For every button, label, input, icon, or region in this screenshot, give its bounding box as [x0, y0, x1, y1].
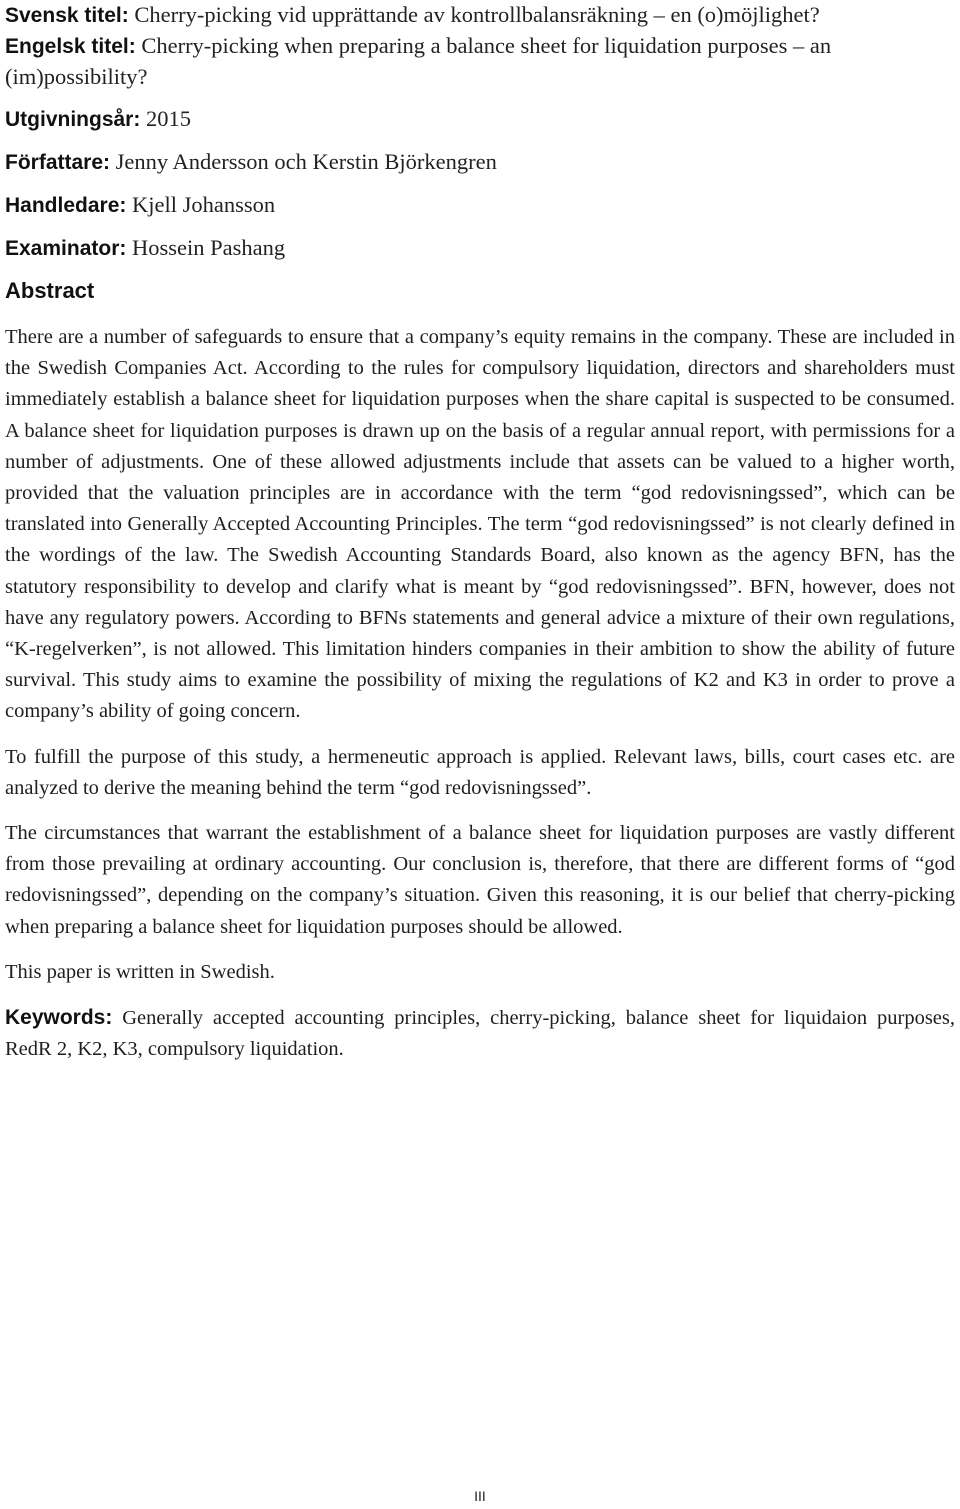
- thesis-metadata: [5, 0, 955, 264]
- abstract-paragraph-3: The circumstances that warrant the establishment of a balance sheet for liquidation purposes are vastly different from those prevailing at ordinary accounting. Our conclusion is, therefore, that there are different forms of “god redovisningssed”, depending on the company’s situation. Given this reasoning, it is our belief that cherry-picking when preparing a balance sheet for liquidation purposes should be allowed.: [5, 822, 955, 938]
- authors-line: [5, 147, 955, 178]
- swedish-title-line: [5, 0, 955, 31]
- english-title-value: Cherry-picking when preparing a balance sheet for liquidation purposes – an (im)possibility?: [5, 33, 832, 89]
- keywords-line: [5, 1002, 955, 1065]
- swedish-title-value: Cherry-picking vid upprättande av kontrollbalansräkning – en (o)möjlighet?: [134, 2, 820, 27]
- authors-value: Jenny Andersson och Kerstin Björkengren: [115, 149, 497, 174]
- supervisor-value: Kjell Johansson: [132, 192, 276, 217]
- year-line: [5, 104, 955, 135]
- abstract-paragraph-4: This paper is written in Swedish.: [5, 960, 275, 983]
- abstract-paragraph-1: There are a number of safeguards to ensure that a company’s equity remains in the company. These are included in the Swedish Companies Act. According to the rules for compulsory liquidation, directors and shareholders must immediately establish a balance sheet for liquidation purposes when the share capital is suspected to be consumed. A balance sheet for liquidation purposes is drawn up on the basis of a regular annual report, with permissions for a number of adjustments. One of these allowed adjustments include that assets can be valued to a higher worth, provided that the valuation principles are in accordance with the term “god redovisningssed”, which can be translated into Generally Accepted Accounting Principles. The term “god redovisningssed” is not clearly defined in the wordings of the law. The Swedish Accounting Standards Board, also known as the agency BFN, has the statutory responsibility to develop and clarify what is meant by “god redovisningssed”. BFN, however, does not have any regulatory powers. According to BFNs statements and general advice a mixture of their own regulations, “K-regelverken”, is not allowed. This limitation hinders companies in their ambition to show the ability of future survival. This study aims to examine the possibility of mixing the regulations of K2 and K3 in order to prove a company’s ability of going concern.: [5, 326, 955, 723]
- year-value: 2015: [145, 106, 191, 131]
- english-title-line: [5, 31, 955, 92]
- supervisor-line: [5, 190, 955, 221]
- examiner-label: Examinator:: [5, 237, 127, 260]
- swedish-title-label: Svensk titel:: [5, 4, 129, 27]
- abstract-paragraph-2: To fulfill the purpose of this study, a hermeneutic approach is applied. Relevant laws, bills, court cases etc. are analyzed to derive the meaning behind the term “god redovisningssed”.: [5, 745, 955, 799]
- keywords-value: Generally accepted accounting principles, cherry-picking, balance sheet for liquidaion purposes, RedR 2, K2, K3, compulsory liquidation.: [5, 1007, 955, 1061]
- year-label: Utgivningsår:: [5, 108, 141, 131]
- keywords-label: Keywords:: [5, 1006, 113, 1030]
- examiner-value: Hossein Pashang: [132, 235, 286, 260]
- abstract-heading: Abstract: [5, 278, 95, 303]
- document-page: [5, 0, 955, 1065]
- supervisor-label: Handledare:: [5, 194, 127, 217]
- page-number: III: [474, 1488, 486, 1504]
- english-title-label: Engelsk titel:: [5, 35, 136, 58]
- examiner-line: [5, 233, 955, 264]
- authors-label: Författare:: [5, 151, 111, 174]
